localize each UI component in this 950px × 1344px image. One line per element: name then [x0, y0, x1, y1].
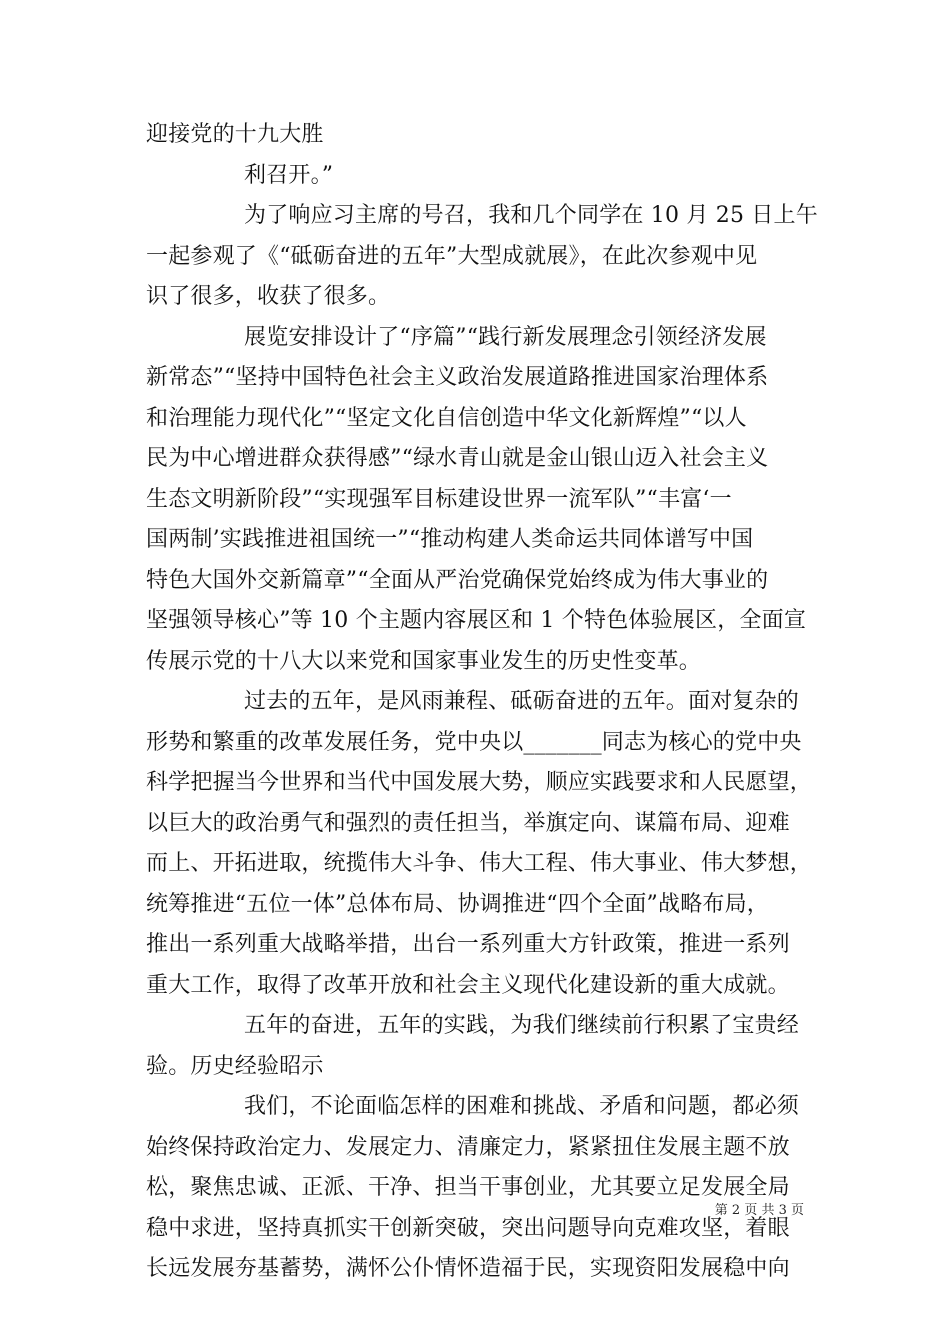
text-line: 利召开。”: [244, 162, 334, 188]
text-line: 长远发展夯基蓄势，满怀公仆情怀造福于民，实现资阳发展稳中向: [146, 1256, 790, 1281]
text-line: 重大工作，取得了改革开放和社会主义现代化建设新的重大成就。: [146, 972, 790, 998]
paragraph-start-line: 五年的奋进，五年的实践，为我们继续前行积累了宝贵经: [244, 1013, 800, 1038]
text-line: 国两制’实践推进祖国统一”“推动构建人类命运共同体谱写中国: [146, 527, 754, 552]
text-line: 松，聚焦忠诚、正派、干净、担当干事创业，尤其要立足发展全局: [146, 1175, 790, 1200]
text-line: 统筹推进“五位一体”总体布局、协调推进“四个全面”战略布局，: [146, 891, 769, 917]
text-line: 始终保持政治定力、发展定力、清廉定力，紧紧扭住发展主题不放: [146, 1134, 790, 1160]
text-line: 生态文明新阶段”“实现强军目标建设世界一流军队”“丰富‘一: [146, 486, 732, 512]
text-line: 而上、开拓进取，统揽伟大斗争、伟大工程、伟大事业、伟大梦想，: [146, 851, 813, 876]
text-line: 一起参观了《“砥砺奋进的五年”大型成就展》，在此次参观中见: [146, 243, 758, 269]
text-line: 传展示党的十八大以来党和国家事业发生的历史性变革。: [146, 648, 702, 674]
paragraph-start-line: 为了响应习主席的号召，我和几个同学在 10 月 25 日上午: [244, 203, 818, 228]
text-line: 民为中心增进群众获得感”“绿水青山就是金山银山迈入社会主义: [146, 446, 769, 471]
text-line: 稳中求进，坚持真抓实干创新突破，突出问题导向克难攻坚，着眼: [146, 1215, 790, 1241]
page-number: 第 2 页 共 3 页: [714, 1203, 804, 1218]
text-line: 科学把握当今世界和当代中国发展大势，顺应实践要求和人民愿望，: [146, 770, 813, 795]
paragraph-start-line: 我们，不论面临怎样的困难和挑战、矛盾和问题，都必须: [244, 1094, 800, 1119]
text-line: 识了很多，收获了很多。: [146, 284, 391, 309]
text-line: 坚强领导核心”等 10 个主题内容展区和 1 个特色体验展区，全面宣: [146, 608, 807, 633]
body-text: [146, 115, 820, 1290]
text-line: 以巨大的政治勇气和强烈的责任担当，举旗定向、谋篇布局、迎难: [146, 810, 790, 836]
paragraph-start-line: 展览安排设计了“序篇”“践行新发展理念引领经济发展: [244, 324, 767, 350]
text-line: 形势和繁重的改革发展任务，党中央以_______同志为核心的党中央: [146, 729, 802, 755]
text-line: 特色大国外交新篇章”“全面从严治党确保党始终成为伟大事业的: [146, 567, 769, 593]
text-line: 新常态”“坚持中国特色社会主义政治发展道路推进国家治理体系: [146, 365, 769, 390]
text-line: 验。历史经验昭示: [146, 1053, 324, 1079]
text-line: 和治理能力现代化”“坚定文化自信创造中华文化新辉煌”“以人: [146, 405, 747, 431]
text-line: 推出一系列重大战略举措，出台一系列重大方针政策，推进一系列: [146, 932, 790, 957]
paragraph-start-line: 过去的五年，是风雨兼程、砥砺奋进的五年。面对复杂的: [244, 689, 800, 714]
text-line: 迎接党的十九大胜: [146, 122, 324, 147]
